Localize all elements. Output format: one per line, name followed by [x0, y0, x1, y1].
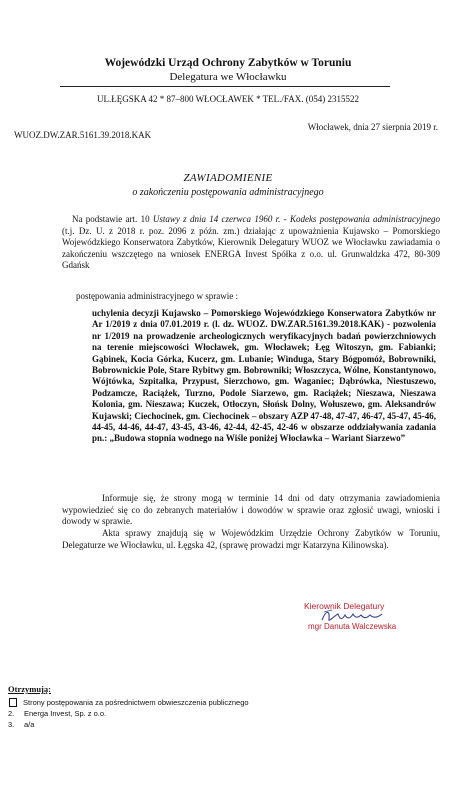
recipient-item	[8, 708, 249, 719]
recipient-text: Strony postępowania za pośrednictwem obwieszczenia publicznego	[23, 698, 249, 707]
office-name: Wojewódzki Urząd Ochrony Zabytków w Toruniu	[104, 57, 352, 69]
recipients-list	[8, 697, 249, 730]
paragraph-legal-basis-b: (t.j. Dz. U. z 2018 r. poz. 2096 z późn. zm.) działając z upoważnienia Kujawsko – Pomorskiego Wojewódzkiego Konserwatora Zabytków, Kierownik Delegatury WUOZ we Włocławku zawiadamia o zakończeniu wszczętego na wniosek ENERGA Invest Spółka z o.o. ul. Grunwaldzka 472, 80-309 Gdańsk	[62, 225, 440, 271]
signatory-name: mgr Danuta Walczewska	[308, 622, 397, 631]
paragraph-case-files: Akta sprawy znajdują się w Wojewódzkim Urzędzie Ochrony Zabytków w Toruniu, Delegaturze we Włocławku, ul. Łęgska 42, (sprawę prowadzi mgr Katarzyna Kilinowska).	[62, 528, 440, 550]
recipient-number: 2.	[8, 709, 15, 718]
recipient-text: Energa Invest, Sp. z o.o.	[24, 709, 107, 718]
paragraph-legal-basis-a: Na podstawie art. 10	[72, 214, 153, 224]
recipient-number: 3.	[8, 720, 15, 729]
recipient-text: a/a	[24, 720, 35, 729]
paragraph-legal-basis	[62, 214, 440, 272]
place-date: Włocławek, dnia 27 sierpnia 2019 r.	[307, 122, 438, 132]
office-contact: UL.ŁĘGSKA 42 * 87–800 WŁOCŁAWEK * TEL./FAX. (054) 2315522	[96, 94, 359, 104]
paragraph-matter-intro: postępowania administracyjnego w sprawie :	[76, 291, 238, 301]
document-subtitle: o zakończeniu postępowania administracyjnego	[132, 187, 324, 198]
recipient-item	[8, 697, 249, 708]
document-title: ZAWIADOMIENIE	[183, 172, 273, 184]
header-divider	[60, 86, 390, 87]
checkbox-icon	[9, 698, 17, 707]
act-name: Ustawy z dnia 14 czerwca 1960 r. - Kodeks postępowania administracyjnego	[152, 214, 441, 224]
signatory-title: Kierownik Delegatury	[304, 601, 385, 611]
paragraph-rights: Informuje się, że strony mogą w terminie 14 dni od daty otrzymania zawiadomienia wypowiedzieć się co do zebranych materiałów i dowodów w sprawie oraz zgłosić uwagi, wnioski i dowody w sprawie.	[62, 493, 440, 527]
recipients-label: Otrzymują:	[8, 684, 51, 694]
branch-name: Delegatura we Włocławku	[169, 71, 287, 83]
recipient-item	[8, 719, 249, 730]
paragraph-matter-detail: uchylenia decyzji Kujawsko – Pomorskiego Wojewódzkiego Konserwatora Zabytków nr Ar 1/2019 z dnia 07.01.2019 r. (l. dz. WUOZ. DW.ZAR.5161.39.2018.KAK) - pozwolenia nr 1/2019 na prowadzenie archeologicznych weryfikacyjnych badań powierzchniowych na terenie miejscowości Włocławek, gm. Włocławek; Łęg Witoszyn, gm. Fabianki; Gąbinek, Kocia Górka, Kucerz, gm. Lubanie; Winduga, Stary Bógpomóż, Bobrowniki, Bobrownickie Pole, Stare Rybitwy gm. Bobrowniki; Włoszczyca, Wólne, Konstantynowo, Wójtówka, Szpitalka, Przypust, Sierzchowo, gm. Waganiec; Dąbrówka, Niestuszewo, Podzamcze, Raciążek, Turzno, Podole Siarzewo, gm. Raciążek; Nieszawa, Nieszawa Kolonia, gm. Nieszawa; Kuczek, Otłoczyn, Słońsk Dolny, Wołuszewo, gm. Aleksandrów Kujawski; Ciechocinek, gm. Ciechocinek – obszary AZP 47-48, 47-47, 46-47, 45-47, 45-46, 44-45, 44-46, 44-47, 43-45, 43-46, 42-44, 42-45, 42-46 w obszarze oddziaływania zadania pn.: „Budowa stopnia wodnego na Wiśle poniżej Włocławka – Wariant Siarzewo”	[92, 308, 436, 444]
case-reference: WUOZ.DW.ZAR.5161.39.2018.KAK	[14, 130, 152, 140]
